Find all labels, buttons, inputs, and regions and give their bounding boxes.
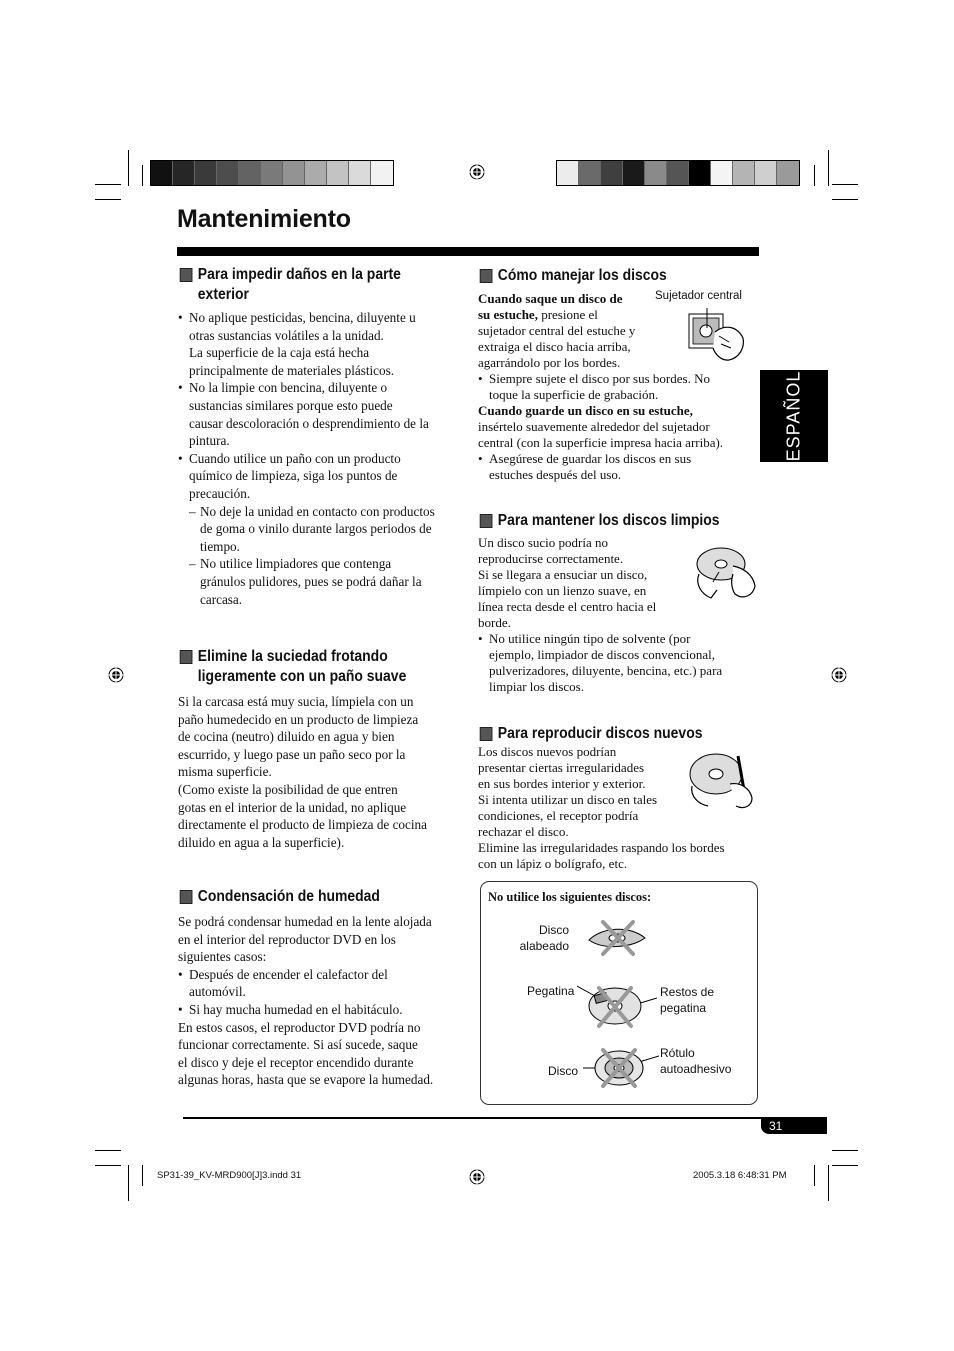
warning-box-title: No utilice los siguientes discos: — [488, 890, 652, 904]
color-swatch — [623, 161, 645, 185]
text-line: Un disco sucio podría no — [478, 535, 608, 550]
text-line: • Asegúrese de guardar los discos en sus — [489, 451, 692, 466]
text-line: carcasa. — [200, 591, 243, 607]
text-line: • Después de encender el calefactor del — [189, 966, 388, 982]
text-line: presentar ciertas irregularidades — [478, 760, 645, 775]
section-exterior — [178, 265, 463, 608]
heading-line: ligeramente con un paño suave — [197, 668, 407, 685]
label-sticker: Pegatina — [527, 984, 575, 998]
list-item — [189, 555, 463, 608]
text-line: • No utilice ningún tipo de solvente (por — [489, 631, 691, 646]
text-line: diluido en agua a la superficie). — [178, 834, 345, 850]
text-line: misma superficie. — [178, 764, 272, 780]
text-line: con un lápiz o bolígrafo, etc. — [478, 856, 628, 871]
color-swatch — [601, 161, 623, 185]
text-line: La superficie de la caja está hecha — [189, 345, 370, 361]
bold-text: Cuando guarde un disco en su estuche, — [478, 403, 693, 418]
text-line: reproducirse correctamente. — [478, 551, 624, 566]
footer-rule — [183, 1117, 827, 1119]
timestamp-slug: 2005.3.18 6:48:31 PM — [693, 1170, 787, 1181]
text-line: estuches después del uso. — [489, 467, 622, 482]
section-heading — [178, 265, 435, 305]
text-line: automóvil. — [189, 984, 246, 1000]
list-item — [178, 379, 463, 449]
text-line: otras sustancias volátiles a la unidad. — [189, 327, 384, 343]
text-line: en el interior del reproductor DVD en los — [178, 931, 396, 947]
text-line: precaución. — [189, 485, 251, 501]
text-line: • No la limpie con bencina, diluyente o — [189, 380, 388, 396]
sticker-disc-icon — [577, 980, 657, 1030]
text-line: ejemplo, limpiador de discos convencional, — [489, 647, 715, 662]
text-line: agarrándolo por los bordes. — [478, 355, 621, 370]
color-swatch — [755, 161, 777, 185]
label-warped-1: Disco — [538, 923, 569, 937]
text-line: rechazar el disco. — [478, 824, 569, 839]
text-line: borde. — [478, 615, 511, 630]
section-heading — [178, 887, 439, 907]
disc-pen-icon — [686, 750, 758, 812]
color-swatch — [557, 161, 579, 185]
page-number: 31 — [761, 1118, 827, 1134]
color-swatch — [711, 161, 733, 185]
heading-line: Cómo manejar los discos — [497, 267, 667, 284]
list-item — [178, 309, 463, 379]
text-line: químico de limpieza, siga los puntos de — [189, 468, 398, 484]
language-tab-label: ESPAÑOL — [783, 370, 804, 462]
text-line: Si la carcasa está muy sucia, límpiela con un — [178, 694, 414, 709]
text-line: limpiar los discos. — [489, 679, 584, 694]
text-line: sustancias similares porque esto puede — [189, 397, 393, 413]
text-line: presione el — [537, 307, 598, 322]
bold-text: Cuando saque un disco de — [478, 291, 623, 306]
section-heading — [478, 266, 732, 286]
text-line: En estos casos, el reproductor DVD podría no — [178, 1019, 421, 1035]
text-line: límpielo con un lienzo suave, en — [478, 583, 647, 598]
color-calibration-bar-left — [150, 160, 394, 186]
text-line: principalmente de materiales plásticos. — [189, 362, 395, 378]
figure-label: Sujetador central — [655, 290, 742, 302]
text-line: de cocina (neutro) diluido en agua y bien — [178, 729, 395, 745]
title-rule — [177, 247, 759, 256]
text-line: central (con la superficie impresa hacia arriba). — [478, 435, 724, 450]
text-line: • No aplique pesticidas, bencina, diluyente u — [189, 310, 416, 325]
section-heading — [478, 511, 732, 531]
section-heading — [178, 647, 435, 687]
section-suciedad — [178, 647, 463, 851]
text-line: – No deje la unidad en contacto con productos — [200, 503, 435, 519]
color-swatch — [579, 161, 601, 185]
text-line: el disco y deje el receptor encendido durante — [178, 1054, 414, 1070]
list-item — [178, 966, 468, 1001]
text-line: de goma o vinilo durante largos periodos de — [200, 521, 432, 537]
section-condensacion — [178, 887, 468, 1089]
heading-line: Para reproducir discos nuevos — [497, 725, 703, 742]
text-line: toque la superficie de grabación. — [489, 387, 659, 402]
list-item — [178, 1001, 468, 1019]
label-adhesive-1: Rótulo — [660, 1046, 695, 1060]
text-line: pintura. — [189, 433, 230, 449]
text-line: extraiga el disco hacia arriba, — [478, 339, 631, 354]
color-swatch — [217, 161, 239, 185]
color-swatch — [689, 161, 711, 185]
color-swatch — [195, 161, 217, 185]
text-line: • Cuando utilice un paño con un producto — [189, 450, 401, 466]
text-line: • Si hay mucha humedad en el habitáculo. — [189, 1001, 403, 1017]
text-line: gotas en el interior de la unidad, no aplique — [178, 799, 407, 815]
text-line: Si intenta utilizar un disco en tales — [478, 792, 658, 807]
text-line: Los discos nuevos podrían — [478, 744, 617, 759]
color-swatch — [327, 161, 349, 185]
color-swatch — [667, 161, 689, 185]
text-line: sujetador central del estuche y — [478, 323, 636, 338]
text-line: Si se llegara a ensuciar un disco, — [478, 567, 648, 582]
label-residue-2: pegatina — [660, 1001, 707, 1015]
heading-line: Para mantener los discos limpios — [497, 512, 720, 529]
color-swatch — [151, 161, 173, 185]
text-line: en sus bordes interior y exterior. — [478, 776, 646, 791]
list-item — [478, 371, 760, 403]
text-line: siguientes casos: — [178, 949, 267, 965]
adhesive-label-disc-icon — [583, 1044, 659, 1090]
text-line: directamente el producto de limpieza de cocina — [178, 817, 427, 833]
heading-line: Condensación de humedad — [197, 888, 380, 905]
color-swatch — [349, 161, 371, 185]
text-line: causar descoloración o desprendimiento de la — [189, 415, 429, 431]
file-slug: SP31-39_KV-MRD900[J]3.indd 31 — [157, 1170, 302, 1181]
text-line: gránulos pulidores, pues se podrá dañar la — [200, 573, 422, 589]
text-line: insértelo suavemente alrededor del sujetador — [478, 419, 710, 434]
text-line: funcionar correctamente. Si así sucede, saque — [178, 1037, 418, 1053]
disc-case-hand-icon — [685, 306, 747, 364]
text-line: Se podrá condensar humedad en la lente alojada — [178, 914, 432, 929]
page-title: Mantenimiento — [177, 205, 351, 233]
color-swatch — [261, 161, 283, 185]
registration-mark-icon — [469, 1169, 485, 1185]
heading-line: Para impedir daños en la parte — [197, 266, 401, 283]
list-item — [478, 451, 760, 483]
color-swatch — [733, 161, 755, 185]
text-line: escurrido, y luego pase un paño seco por la — [178, 746, 406, 762]
color-swatch — [371, 161, 393, 185]
color-swatch — [305, 161, 327, 185]
text-line: Elimine las irregularidades raspando los bordes — [478, 840, 725, 855]
text-line: (Como existe la posibilidad de que entren — [178, 781, 398, 797]
section-heading — [478, 724, 732, 744]
text-line: – No utilice limpiadores que contenga — [200, 556, 392, 572]
color-swatch — [239, 161, 261, 185]
text-line: tiempo. — [200, 538, 240, 554]
color-swatch — [645, 161, 667, 185]
color-swatch — [777, 161, 799, 185]
label-adhesive-2: autoadhesivo — [660, 1062, 732, 1076]
color-calibration-bar-right — [556, 160, 800, 186]
language-tab — [760, 370, 828, 462]
registration-mark-icon — [469, 164, 485, 180]
text-line: paño humedecido en un producto de limpieza — [178, 711, 419, 727]
heading-line: exterior — [197, 286, 249, 303]
label-disc: Disco — [548, 1064, 579, 1078]
registration-mark-icon — [108, 667, 124, 683]
text-line: pulverizadores, diluyente, bencina, etc.) para — [489, 663, 723, 678]
bold-text: su estuche, — [478, 307, 538, 322]
registration-mark-icon — [831, 667, 847, 683]
text-line: condiciones, el receptor podría — [478, 808, 639, 823]
list-item — [478, 631, 760, 695]
warped-disc-icon — [585, 918, 649, 958]
text-line: algunas horas, hasta que se evapore la humedad. — [178, 1072, 434, 1088]
color-swatch — [173, 161, 195, 185]
text-line: línea recta desde el centro hacia el — [478, 599, 657, 614]
warning-box — [480, 881, 758, 1105]
label-residue-1: Restos de — [660, 985, 715, 999]
color-swatch — [283, 161, 305, 185]
text-line: • Siempre sujete el disco por sus bordes. No — [489, 371, 710, 386]
section-limpios — [478, 511, 760, 695]
disc-cleaning-icon — [693, 544, 759, 602]
label-warped-2: alabeado — [519, 939, 569, 953]
list-item — [189, 503, 463, 556]
heading-line: Elimine la suciedad frotando — [197, 648, 388, 665]
list-item — [178, 450, 463, 503]
